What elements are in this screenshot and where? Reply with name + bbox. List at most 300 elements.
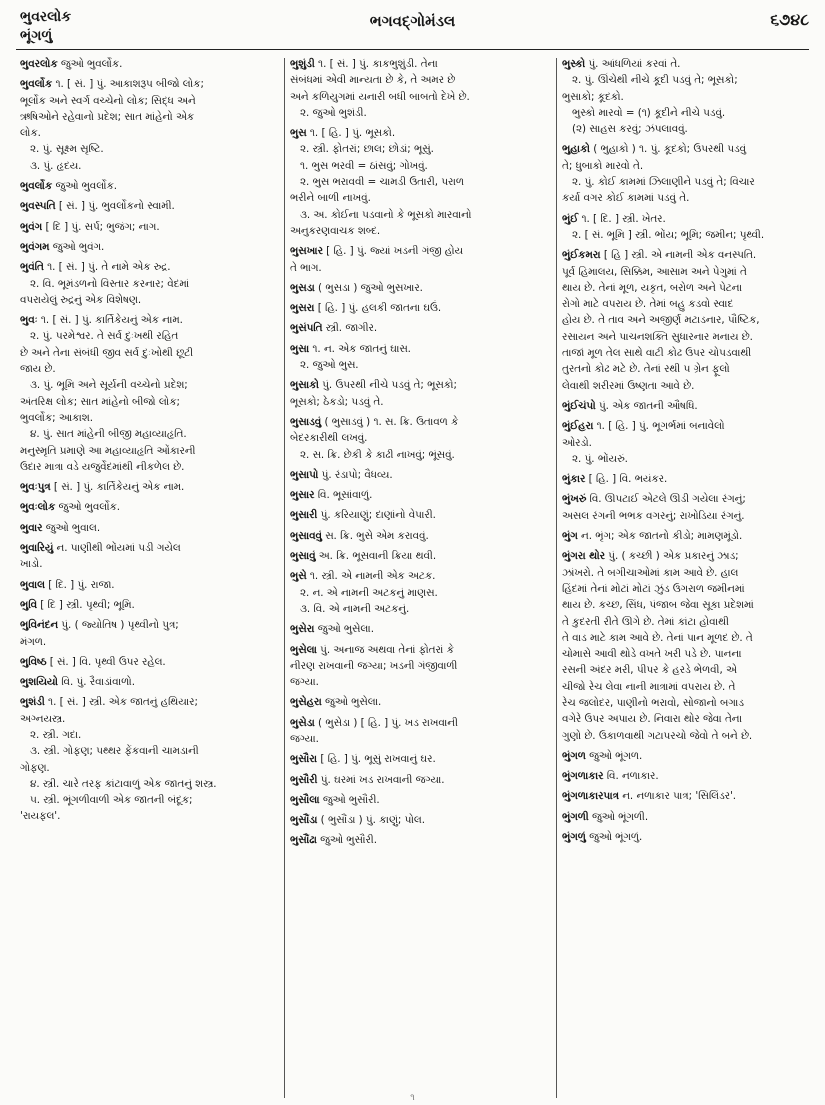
- dictionary-entry: [20, 259, 278, 308]
- definition-text: મંગળ.: [20, 635, 47, 648]
- definition-text: ૨. ભુસ ભરાવવી = ચામડી ઉતારી, પરાળ: [300, 176, 464, 189]
- dictionary-entry: [562, 548, 812, 744]
- definition-text: જુઓ ભુસેલા.: [314, 623, 374, 636]
- definition-text: [ હિ. ] વિ. ભયંકર.: [585, 473, 668, 486]
- headword: ભુસા: [290, 342, 310, 355]
- dictionary-entry: [562, 829, 812, 845]
- entry-line: [20, 76, 278, 92]
- page-header: [0, 0, 825, 56]
- column-2: [290, 56, 550, 1101]
- dictionary-entry: [20, 654, 278, 670]
- entry-line: [20, 711, 278, 727]
- definition-text: પૂર્વ હિમાલય, સિક્કિમ, આસામ અને પેગુમાં તે: [562, 265, 747, 278]
- headword: ભુંગળાકારપાત્ર: [562, 790, 619, 803]
- entry-line: [290, 56, 550, 72]
- entry-line: [562, 378, 812, 394]
- entry-line: [20, 109, 278, 125]
- definition-text: ૨. પું. ભોંયરું.: [572, 452, 628, 465]
- definition-text: હિંદમાં તેનાં મોટાં મોટાં ઝુંડ ઉગરાળ જમીનમાં: [562, 582, 745, 595]
- definition-text: ઉદાર માત્રા વડે યજુર્વેદમાંથી નીકળેલ છે.: [20, 460, 185, 473]
- dictionary-entry: [562, 56, 812, 137]
- entry-line: [562, 508, 812, 524]
- entry-line: [290, 300, 550, 316]
- definition-text: ગુણો છે. ઉકાળવાથી ગટાપરચો જેવો તે બને છે.: [562, 729, 753, 742]
- definition-text: પું. કરિયાણું; દાણાંનો વેપારી.: [317, 509, 436, 522]
- entry-line: [290, 621, 550, 637]
- entry-line: [20, 292, 278, 308]
- definition-text: ૨. સ. ક્રિ. છેકી કે કાઢી નાખવું; ભૂંસવું.: [300, 448, 455, 461]
- definition-text: થાય છે. કચ્છ, સિંધ, પંજાબ જેવા સૂકા પ્રદેશમાં: [562, 599, 754, 612]
- headword: ભુવસ્પતિ: [20, 200, 56, 213]
- entry-line: [562, 72, 812, 88]
- definition-text: ૨. [ સં. ભૂમિ ] સ્ત્રી. ભોંય; ભૂમિ; જમીન; પૃથ્વી.: [572, 228, 765, 241]
- definition-text: [ દિ ] પું. સર્પ; ભુજંગ; નાગ.: [42, 220, 160, 233]
- dictionary-entry: [562, 211, 812, 244]
- entry-line: [562, 451, 812, 467]
- guide-word-last: ભૂંગળું: [20, 28, 53, 44]
- definition-text: [ સં. ] પું. ભુવર્લોકનો સ્વામી.: [55, 200, 175, 213]
- entry-line: [562, 662, 812, 678]
- definition-text: ૨. સ્ત્રી. ગદા.: [30, 728, 82, 741]
- entry-line: [562, 768, 812, 784]
- definition-text: ૨. સ્ત્રી. ફોતરાં; છાલ; છોડાં; ભૂસું.: [300, 143, 434, 156]
- headword: ભુવર્લોક: [20, 180, 53, 193]
- headword: ભુસારી: [290, 509, 318, 522]
- entry-line: [562, 56, 812, 72]
- definition-text: [ દિ ] સ્ત્રી. પૃથ્વી; ભૂમિ.: [36, 598, 135, 611]
- headword: ભુસંપતિ: [290, 322, 323, 335]
- entry-line: [20, 597, 278, 613]
- definition-text: ૧. [ સં. ] પું. કાર્તિકેયનું એક નામ.: [37, 314, 183, 327]
- headword: ભુસાડવું: [290, 415, 322, 428]
- entry-line: [290, 715, 550, 731]
- entry-line: [290, 674, 550, 690]
- definition-text: ૨. પું. ઊંચેથી નીચે કૂદી પડવું તે; ભૂસકો;: [572, 74, 738, 87]
- dictionary-entry: [20, 694, 278, 824]
- entry-line: [562, 227, 812, 243]
- entry-line: [290, 394, 550, 410]
- headword: ભુંગ: [562, 530, 578, 543]
- headword: ભુવઃલોક: [20, 501, 56, 514]
- column-divider: [556, 58, 557, 1098]
- entry-line: [290, 792, 550, 808]
- dictionary-entry: [562, 471, 812, 487]
- definition-text: વગેરે ઉપર અપાય છે. નિવારા થોર જેવા તેના: [562, 713, 742, 726]
- entry-line: [562, 296, 812, 312]
- entry-line: [20, 410, 278, 426]
- entry-line: [290, 548, 550, 564]
- entry-line: [20, 178, 278, 194]
- entry-line: [290, 243, 550, 259]
- entry-line: [290, 141, 550, 157]
- entry-line: [20, 93, 278, 109]
- dictionary-entry: [20, 198, 278, 214]
- entry-line: [20, 443, 278, 459]
- header-rule: [16, 49, 809, 50]
- entry-line: [290, 280, 550, 296]
- entry-line: [290, 105, 550, 121]
- definition-text: ઝાંખરો. તે બગીચાઓમાં કામ આવે છે. હાલ: [562, 566, 739, 579]
- definition-text: જુઓ ભુવંગ.: [49, 240, 105, 253]
- entry-line: [290, 467, 550, 483]
- dictionary-entry: [290, 414, 550, 463]
- definition-text: તે વાડ માટે કામ આવે છે. તેનાં પાન મૂળદ છે. તે: [562, 631, 753, 644]
- definition-text: અસલ રંગની ભભક વગરનું; રાખોડિયા રંગનું.: [562, 509, 745, 522]
- entry-line: [290, 341, 550, 357]
- entry-line: [290, 414, 550, 430]
- entry-line: [290, 507, 550, 523]
- dictionary-entry: [20, 178, 278, 194]
- definition-text: ભુસ્કો મારવો = (૧) કૂદીને નીચે પડવું.: [572, 106, 726, 119]
- dictionary-entry: [290, 377, 550, 410]
- headword: ભુશયિયો: [20, 676, 58, 689]
- definition-text: જુઓ ભુવર્લોક.: [57, 58, 123, 70]
- definition-text: ઋષિઓને રહેવાનો પ્રદેશ; સાત માંહેનો એક: [20, 110, 195, 123]
- definition-text: ભૂસકો; ઠેકડો; પડવું તે.: [290, 395, 384, 408]
- entry-line: [20, 276, 278, 292]
- headword: ભુંગળ: [562, 749, 586, 762]
- definition-text: મનુસ્મૃતિ પ્રમાણે આ મહાવ્યાહૃતિ ઓંકારની: [20, 444, 196, 457]
- definition-text: બેદરકારીથી લખવું.: [290, 432, 368, 445]
- definition-text: જુઓ ભુવાલ.: [42, 521, 101, 534]
- definition-text: ભરીને બાળી નાખવું.: [290, 192, 371, 205]
- headword: ભુવર્લોક: [20, 78, 53, 91]
- entry-line: [290, 751, 550, 767]
- headword: ભુસૌલા: [290, 793, 320, 806]
- definition-text: [ હિ. ] પું. હલકી જાતના ઘઉં.: [314, 302, 442, 315]
- headword: ભુંઈહરા: [562, 420, 594, 433]
- headword: ભુસે: [290, 570, 307, 583]
- entry-line: [20, 219, 278, 235]
- definition-text: ૧. [ દિ. ] સ્ત્રી. ખેતર.: [578, 212, 666, 225]
- entry-line: [562, 528, 812, 544]
- headword: ભુશુંડી: [290, 58, 315, 70]
- entry-line: [562, 312, 812, 328]
- entry-line: [562, 174, 812, 190]
- entry-line: [290, 89, 550, 105]
- dictionary-entry: [290, 528, 550, 544]
- definition-text: જુઓ ભુસેલા.: [321, 696, 382, 709]
- definition-text: ૪. પું. સાત માંહેની બીજી મહાવ્યાહૃતિ.: [30, 428, 187, 441]
- entry-line: [20, 540, 278, 556]
- entry-line: [290, 357, 550, 373]
- entry-line: [20, 743, 278, 759]
- entry-line: [290, 772, 550, 788]
- dictionary-entry: [20, 479, 278, 495]
- definition-text: જુઓ ભુસૌરી.: [316, 834, 378, 847]
- book-title: ભગવદ્ગોમંડલ: [369, 12, 456, 30]
- column-3: [562, 56, 812, 1101]
- definition-text: જુઓ ભૂંગળું.: [585, 831, 643, 844]
- definition-text: વિ. ભૂસાંવાળું.: [314, 489, 373, 502]
- definition-text: પું. એક જાતની ઔષધિ.: [595, 399, 698, 412]
- entry-line: [20, 459, 278, 475]
- definition-text: ૩. વિ. એ નામની અટકનું.: [300, 602, 410, 615]
- headword: ભુસડા: [290, 281, 315, 294]
- definition-text: ૨. પું. કોઈ કામમાં ઝિલાણીને પડવું તે; વિચાર: [572, 176, 755, 189]
- definition-text: અંતરિક્ષ લોક; સાત માંહેનો બીજો લોક;: [20, 395, 180, 408]
- entry-line: [562, 728, 812, 744]
- definition-text: અનુકરણવાચક શબ્દ.: [290, 224, 381, 237]
- entry-line: [562, 345, 812, 361]
- headword: ભુસાપો: [290, 468, 319, 481]
- entry-line: [562, 646, 812, 662]
- entry-line: [20, 808, 278, 824]
- definition-text: ભુવર્લોક; આકાશ.: [20, 411, 94, 424]
- definition-text: ઓરડો.: [562, 436, 592, 449]
- entry-line: [562, 695, 812, 711]
- headword: ભુસ: [290, 127, 307, 140]
- headword: ભુવંતિ: [20, 261, 44, 274]
- definition-text: ૧. [ હિ. ] પું. ભૂસકો.: [306, 127, 396, 140]
- entry-line: [20, 577, 278, 593]
- entry-line: [562, 565, 812, 581]
- entry-line: [20, 760, 278, 776]
- column-divider: [284, 58, 285, 1098]
- headword: ભુંખરું: [562, 493, 587, 506]
- definition-text: તે કુદરતી રીતે ઊગે છે. તેમાં કાંટા હોવાથી: [562, 615, 729, 628]
- definition-text: ૧. [ હિ. ] પું. ભૂગર્ભમાં બનાવેલો: [593, 420, 725, 433]
- headword: ભુંગળું: [562, 831, 586, 844]
- definition-text: ૩. સ્ત્રી. ગોફણ; પથ્થર ફેંકવાની ચામડાની: [30, 745, 199, 758]
- headword: ભુસાર: [290, 489, 315, 502]
- definition-text: થાય છે. તેનાં મૂળ, યકૃત, બરોળ અને પેટના: [562, 281, 742, 294]
- entry-line: [290, 447, 550, 463]
- definition-text: [ હિ ] સ્ત્રી. એ નામની એક વનસ્પતિ.: [600, 249, 757, 262]
- entry-line: [290, 72, 550, 88]
- definition-text: ૩. અ. કોઈના પડવાનો કે ભૂસકો મારવાનો: [300, 208, 472, 221]
- definition-text: પું. રંડાપો; વૈધવ્ય.: [318, 468, 393, 481]
- dictionary-entry: [562, 748, 812, 764]
- guide-word-first: ભુવરલોક: [20, 9, 72, 25]
- definition-text: જગ્યા.: [290, 732, 319, 745]
- entry-line: [20, 694, 278, 710]
- entry-line: [290, 528, 550, 544]
- headword: ભુસખાર: [290, 245, 323, 258]
- entry-line: [562, 471, 812, 487]
- dictionary-entry: [20, 540, 278, 573]
- entry-line: [562, 614, 812, 630]
- headword: ભુસેહરા: [290, 696, 322, 709]
- definition-text: જગ્યા.: [290, 676, 319, 689]
- dictionary-entry: [290, 320, 550, 336]
- entry-line: [562, 788, 812, 804]
- definition-text: ન. ભૃંગ; એક જાતનો કીડો; મામણમૂંડો.: [577, 530, 743, 543]
- definition-text: [ હિ. ] પું. ભૂસું રાખવાનું ઘર.: [317, 753, 436, 766]
- headword: ભુવઃપુત્ર: [20, 481, 51, 494]
- dictionary-entry: [562, 491, 812, 524]
- headword: ભુવિષ્ઠ: [20, 655, 47, 668]
- dictionary-entry: [290, 832, 550, 848]
- entry-line: [562, 597, 812, 613]
- dictionary-entry: [290, 280, 550, 296]
- entry-line: [20, 56, 278, 72]
- definition-text: ( ભુસૌંડા ) પું. કાણું; પોલ.: [317, 814, 425, 827]
- definition-text: અને કળિયુગમાં યનારી બધી બાબતો દેખે છે.: [290, 90, 470, 103]
- entry-line: [562, 418, 812, 434]
- headword: ભુવિનંદન: [20, 619, 59, 632]
- definition-text: રેચ જલોદર, પાણીનો ભરાવો, સોજાનો બગાડ: [562, 696, 744, 709]
- headword: ભુવંગમ: [20, 240, 50, 253]
- entry-line: [562, 247, 812, 263]
- dictionary-entry: [20, 520, 278, 536]
- headword: ભુશંડી: [20, 696, 45, 709]
- definition-text: અ. ક્રિ. ભૂસવાની ક્રિયા થવી.: [315, 550, 437, 563]
- entry-line: [20, 361, 278, 377]
- entry-line: [20, 345, 278, 361]
- definition-text: જુઓ ભુવર્લોક.: [55, 501, 121, 514]
- definition-text: ગોફણ.: [20, 761, 50, 774]
- entry-line: [562, 264, 812, 280]
- headword: ભુવરલોક: [20, 58, 58, 70]
- dictionary-entry: [20, 76, 278, 174]
- dictionary-entry: [290, 125, 550, 239]
- definition-text: નીરણ રાખવાની જગ્યા; ખડની ગંજીવાળી: [290, 659, 458, 672]
- entry-line: [20, 394, 278, 410]
- dictionary-entry: [290, 751, 550, 767]
- entry-line: [20, 634, 278, 650]
- headword: ભુંઈચંપો: [562, 399, 596, 412]
- headword: ભુસેડા: [290, 716, 315, 729]
- dictionary-entry: [290, 812, 550, 828]
- entry-line: [290, 487, 550, 503]
- definition-text: પું. ઘરમાં ખડ રાખવાની જગ્યા.: [317, 773, 445, 786]
- entry-line: [562, 105, 812, 121]
- dictionary-entry: [290, 715, 550, 748]
- headword: ભુહાકો: [562, 143, 590, 156]
- definition-text: ૫. સ્ત્રી. ભૂંગળીવાળી એક જાતની બંદૂક;: [30, 794, 193, 807]
- dictionary-entry: [20, 239, 278, 255]
- entry-line: [20, 674, 278, 690]
- dictionary-entry: [290, 56, 550, 121]
- definition-text: જાય છે.: [20, 363, 56, 376]
- entry-line: [562, 711, 812, 727]
- entry-line: [562, 809, 812, 825]
- headword: ભુસાવું: [290, 550, 316, 563]
- entry-line: [20, 426, 278, 442]
- entry-line: [290, 731, 550, 747]
- definition-text: જુઓ ભુસૌરી.: [319, 793, 380, 806]
- definition-text: (૨) સાહસ કરવું; ઝંપલાવવું.: [572, 123, 688, 136]
- entry-line: [290, 430, 550, 446]
- headword: ભુંઈકમરા: [562, 249, 601, 262]
- definition-text: ૪. સ્ત્રી. ચારે તરફ કાંટાવાળું એક જાતનું શસ્ત્ર.: [30, 777, 217, 790]
- headword: ભુસૌંઢા: [290, 834, 317, 847]
- entry-line: [290, 694, 550, 710]
- definition-text: સ. ક્રિ. ભુસે એમ કરાવવું.: [321, 529, 429, 542]
- dictionary-entry: [290, 243, 550, 276]
- headword: ભુવંગ: [20, 220, 43, 233]
- definition-text: તે ભાગ.: [290, 261, 322, 274]
- definition-text: જુઓ ભૂંગળ.: [585, 749, 643, 762]
- entry-line: [290, 174, 550, 190]
- definition-text: ૨. જુઓ ભુશંડી.: [300, 106, 367, 119]
- dictionary-entry: [20, 577, 278, 593]
- headword: ભુસાકો: [290, 379, 319, 392]
- definition-text: વપરાયેલું રુદ્રનું એક વિશેષણ.: [20, 293, 142, 306]
- definition-text: [ દિ. ] પું. રાજા.: [44, 578, 115, 591]
- definition-text: કર્યા વગર કોઈ કામમાં પડવું તે.: [562, 192, 690, 205]
- entry-line: [562, 630, 812, 646]
- dictionary-entry: [290, 548, 550, 564]
- entry-line: [290, 568, 550, 584]
- dictionary-entry: [20, 617, 278, 650]
- headword: ભુસૌંડા: [290, 814, 318, 827]
- definition-text: પું. ઉપરથી નીચે પડવું તે; ભૂસકો;: [318, 379, 457, 392]
- headword: ભુસરા: [290, 302, 315, 315]
- dictionary-entry: [290, 642, 550, 691]
- entry-line: [20, 479, 278, 495]
- definition-text: 'રાયફલ'.: [20, 810, 61, 823]
- entry-line: [562, 398, 812, 414]
- entry-line: [562, 89, 812, 105]
- definition-text: ૧. [ સં. ] પું. આકાશરૂપ બીજો લોક;: [52, 78, 204, 91]
- definition-text: ૧. સ્ત્રી. એ નામની એક અટક.: [306, 570, 436, 583]
- definition-text: લોક.: [20, 127, 41, 140]
- definition-text: જુઓ ભુવર્લોક.: [52, 180, 118, 193]
- dictionary-entry: [290, 507, 550, 523]
- entry-line: [20, 792, 278, 808]
- dictionary-entry: [562, 398, 812, 414]
- entry-line: [562, 141, 812, 157]
- entry-line: [290, 658, 550, 674]
- definition-text: ( ભુસેડા ) [ હિ. ] પું. ખડ રાખવાની: [314, 716, 458, 729]
- entry-line: [290, 125, 550, 141]
- entry-line: [20, 141, 278, 157]
- entry-line: [20, 654, 278, 670]
- entry-line: [290, 601, 550, 617]
- entry-line: [290, 832, 550, 848]
- definition-text: ન. નળાકાર પાત્ર; 'સિલિંડર'.: [618, 790, 737, 803]
- definition-text: વિ. પું. રૈવાડાંવાળો.: [57, 676, 135, 689]
- entry-line: [290, 207, 550, 223]
- definition-text: ૧. ભુસ ભરવી = ઠાંસવું; ગોખવું.: [300, 159, 428, 172]
- headword: ભુસૌરા: [290, 753, 318, 766]
- definition-text: લેવાથી શરીરમાં ઉષ્ણતા આવે છે.: [562, 379, 695, 392]
- definition-text: તે; ધુબાકો મારવો તે.: [562, 159, 644, 172]
- definition-text: ૧. [ સં. ] સ્ત્રી. એક જાતનું હથિયાર;: [44, 696, 198, 709]
- definition-text: પું. ( કચ્છી ) એક પ્રકારનું ઝાડ;: [604, 550, 739, 563]
- definition-text: રોગો માટે વપરાય છે. તેમાં બહુ કડવો સ્વાદ: [562, 298, 734, 311]
- headword: ભુંગળી: [562, 810, 589, 823]
- entry-line: [290, 158, 550, 174]
- definition-text: પું. આંધળિયાં કરવાં તે.: [585, 58, 681, 70]
- headword: ભુંકાર: [562, 473, 586, 486]
- definition-text: હોય છે. તે તાવ અને અજીર્ણ મટાડનાર, પૌષ્ટિક,: [562, 314, 760, 327]
- definition-text: ભુસાકો; કૂદકો.: [562, 90, 624, 103]
- entry-line: [20, 328, 278, 344]
- dictionary-entry: [290, 300, 550, 316]
- definition-text: ૩. પું. હૃદય.: [30, 159, 82, 172]
- definition-text: વિ. નળાકાર.: [603, 770, 659, 783]
- entry-line: [562, 548, 812, 564]
- definition-text: વિ. ઊપટાઈ એટલે ઊડી ગયેલા રંગનું;: [586, 493, 746, 506]
- definition-text: સ્ત્રી. જાગીર.: [322, 322, 378, 335]
- definition-text: ૧. ન. એક જાતનું ઘાસ.: [309, 342, 411, 355]
- definition-text: ( ભુસડા ) જુઓ ભુસખાર.: [314, 281, 423, 294]
- headword: ભુવાલ: [20, 578, 45, 591]
- headword: ભુંગળાકાર: [562, 770, 604, 783]
- headword: ભુંગરા થોર: [562, 550, 605, 563]
- dictionary-entry: [290, 568, 550, 617]
- headword: ભુવાર: [20, 521, 43, 534]
- headword: ભુંઈ: [562, 212, 579, 225]
- headword: ભુવિ: [20, 598, 37, 611]
- headword: ભુસ્કો: [562, 58, 586, 70]
- dictionary-entry: [20, 56, 278, 72]
- entry-line: [562, 679, 812, 695]
- entry-line: [20, 312, 278, 328]
